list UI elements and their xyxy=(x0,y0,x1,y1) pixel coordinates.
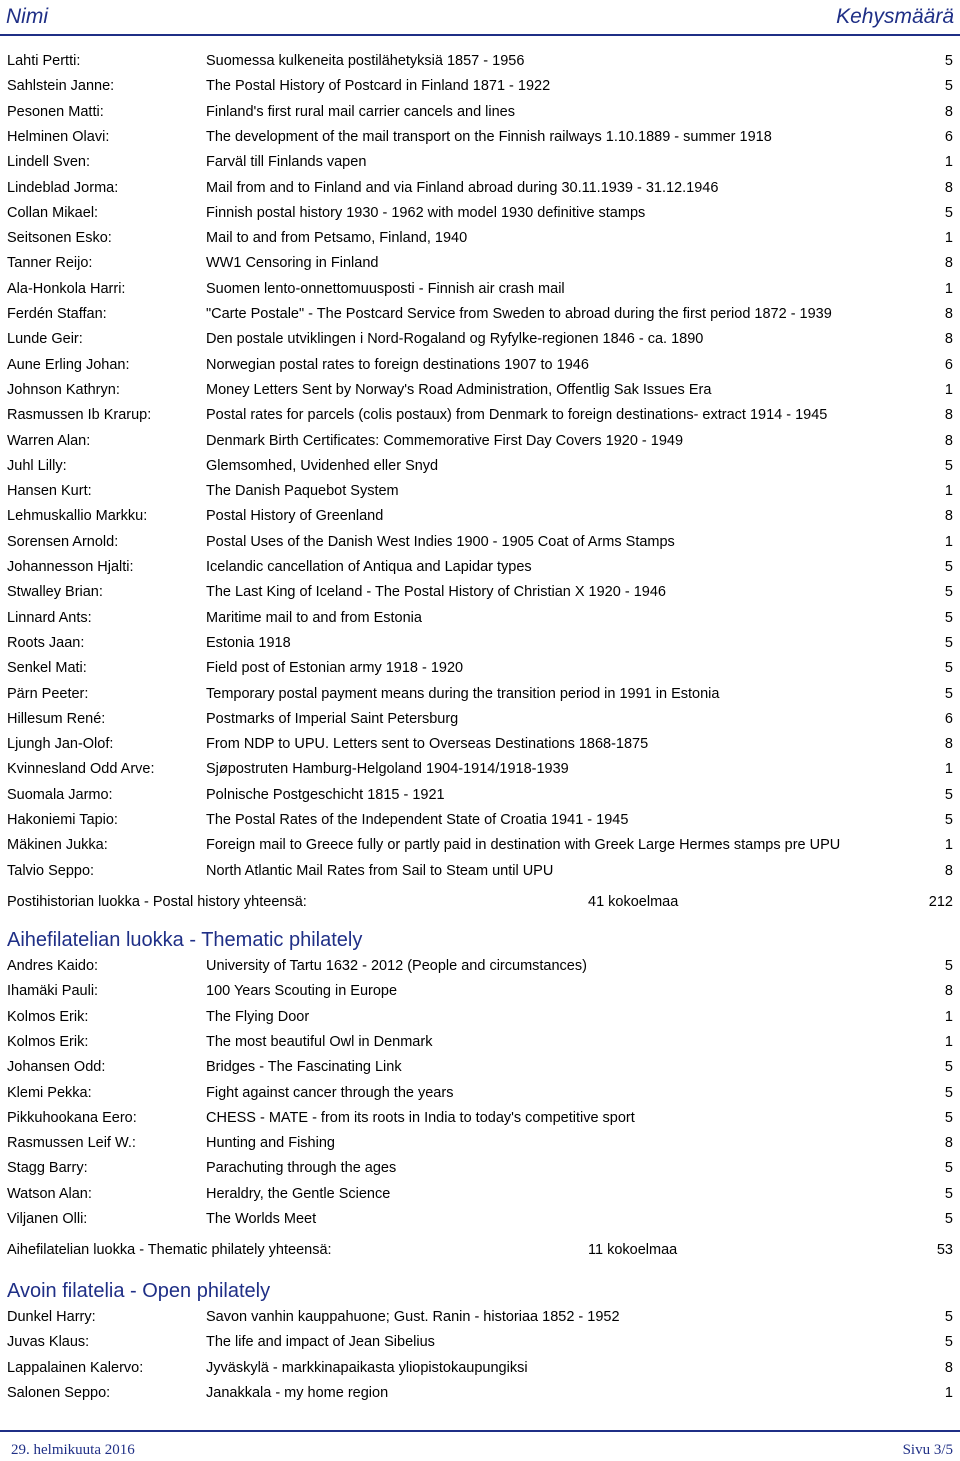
exhibit-row xyxy=(0,104,960,129)
footer-divider xyxy=(0,1430,960,1432)
exhibitor-name: Juvas Klaus: xyxy=(7,1334,90,1351)
exhibit-title: CHESS - MATE - from its roots in India to today's competitive sport xyxy=(206,1109,635,1126)
exhibit-row xyxy=(0,1135,960,1160)
frame-count: 8 xyxy=(944,103,953,120)
frame-count: 5 xyxy=(944,812,953,828)
exhibitor-name: Lehmuskallio Markku: xyxy=(7,508,148,525)
exhibit-row xyxy=(0,812,960,837)
exhibit-title: Hunting and Fishing xyxy=(206,1135,335,1152)
exhibit-row xyxy=(0,787,960,812)
exhibit-title: Savon vanhin kauppahuone; Gust. Ranin - historiaa 1852 - 1952 xyxy=(206,1309,620,1325)
frame-count: 5 xyxy=(944,53,953,69)
frame-count: 1 xyxy=(944,1008,953,1025)
exhibit-row xyxy=(0,1360,960,1385)
exhibit-row xyxy=(0,635,960,660)
exhibitor-name: Lunde Geir: xyxy=(7,331,83,348)
frame-count: 1 xyxy=(944,381,953,398)
exhibit-row xyxy=(0,306,960,331)
name-column-header: Nimi xyxy=(6,5,48,28)
section-total-row xyxy=(0,894,960,919)
frame-count: 1 xyxy=(944,1033,953,1050)
exhibit-title: Postal rates for parcels (colis postaux) from Denmark to foreign destinations- extract 1914 - 1945 xyxy=(206,407,828,424)
exhibit-title: Foreign mail to Greece fully or partly paid in destination with Greek Large Hermes stamps pre UPU xyxy=(206,837,841,854)
exhibit-row xyxy=(0,736,960,761)
section-total-row xyxy=(0,1242,960,1267)
frame-count: 5 xyxy=(944,1334,953,1351)
exhibit-title: Denmark Birth Certificates: Commemorative First Day Covers 1920 - 1949 xyxy=(206,432,684,449)
frame-count: 8 xyxy=(944,306,953,322)
frame-count: 6 xyxy=(944,356,953,373)
exhibitor-name: Hakoniemi Tapio: xyxy=(7,812,118,828)
exhibitor-name: Dunkel Harry: xyxy=(7,1309,96,1325)
exhibitor-name: Johnson Kathryn: xyxy=(7,381,120,398)
page-header xyxy=(0,0,960,36)
exhibit-row xyxy=(0,958,960,983)
section-total-label: Aihefilatelian luokka - Thematic philately yhteensä: xyxy=(7,1242,332,1259)
frame-count: 5 xyxy=(944,1160,953,1177)
frame-count: 5 xyxy=(944,786,953,803)
exhibit-title: The Flying Door xyxy=(206,1008,310,1025)
exhibit-row xyxy=(0,154,960,179)
exhibit-row xyxy=(0,1110,960,1135)
exhibit-title: The most beautiful Owl in Denmark xyxy=(206,1033,433,1050)
exhibit-row xyxy=(0,837,960,862)
exhibit-row xyxy=(0,863,960,888)
exhibit-title: Postmarks of Imperial Saint Petersburg xyxy=(206,710,459,727)
exhibit-row xyxy=(0,230,960,255)
exhibit-title: Suomen lento-onnettomuusposti - Finnish air crash mail xyxy=(206,280,565,297)
frame-count: 5 xyxy=(944,1185,953,1202)
frame-count: 8 xyxy=(944,407,953,424)
exhibit-row xyxy=(0,1085,960,1110)
frame-count: 8 xyxy=(944,508,953,525)
exhibit-row xyxy=(0,711,960,736)
exhibit-row xyxy=(0,534,960,559)
exhibit-title: From NDP to UPU. Letters sent to Overseas Destinations 1868-1875 xyxy=(206,736,649,753)
exhibit-row xyxy=(0,255,960,280)
section-heading: Avoin filatelia - Open philately xyxy=(7,1280,271,1302)
exhibitor-name: Juhl Lilly: xyxy=(7,457,67,474)
exhibitor-name: Helminen Olavi: xyxy=(7,128,110,145)
frame-count: 5 xyxy=(944,78,953,95)
frame-count: 5 xyxy=(944,660,953,677)
exhibit-title: The Danish Paquebot System xyxy=(206,483,399,500)
exhibitor-name: Sorensen Arnold: xyxy=(7,533,119,550)
exhibit-row xyxy=(0,1034,960,1059)
frame-count: 5 xyxy=(944,609,953,626)
frame-count: 5 xyxy=(944,685,953,702)
exhibitor-name: Lappalainen Kalervo: xyxy=(7,1359,144,1376)
exhibit-title: Mail from and to Finland and via Finland abroad during 30.11.1939 - 31.12.1946 xyxy=(206,179,719,196)
frame-count: 1 xyxy=(944,837,953,854)
exhibitor-name: Aune Erling Johan: xyxy=(7,356,130,373)
exhibit-title: Fight against cancer through the years xyxy=(206,1084,454,1101)
exhibit-row xyxy=(0,1059,960,1084)
exhibit-row xyxy=(0,1309,960,1334)
exhibit-title: Finland's first rural mail carrier cancels and lines xyxy=(206,103,515,120)
exhibit-row xyxy=(0,1211,960,1236)
frame-count: 6 xyxy=(944,710,953,727)
exhibitor-name: Andres Kaido: xyxy=(7,958,99,974)
frame-count: 5 xyxy=(944,559,953,575)
exhibitor-name: Roots Jaan: xyxy=(7,634,85,651)
exhibitor-name: Lindell Sven: xyxy=(7,154,91,171)
exhibit-row xyxy=(0,129,960,154)
exhibit-row xyxy=(0,357,960,382)
exhibitor-name: Salonen Seppo: xyxy=(7,1384,111,1401)
frame-count: 5 xyxy=(944,1309,953,1325)
exhibitor-name: Ferdén Staffan: xyxy=(7,306,107,322)
exhibit-title: The Postal Rates of the Independent State of Croatia 1941 - 1945 xyxy=(206,812,629,828)
exhibit-row xyxy=(0,331,960,356)
section-heading: Aihefilatelian luokka - Thematic philately xyxy=(7,929,363,951)
exhibit-title: Heraldry, the Gentle Science xyxy=(206,1185,391,1202)
exhibit-title: WW1 Censoring in Finland xyxy=(206,255,379,272)
exhibit-title: 100 Years Scouting in Europe xyxy=(206,983,398,1000)
exhibitor-name: Stagg Barry: xyxy=(7,1160,88,1177)
section-total-collections: 11 kokoelmaa xyxy=(588,1242,678,1259)
frame-count: 1 xyxy=(944,230,953,247)
exhibitor-name: Kvinnesland Odd Arve: xyxy=(7,761,155,778)
exhibit-row xyxy=(0,407,960,432)
exhibit-title: Maritime mail to and from Estonia xyxy=(206,609,422,626)
exhibit-title: Den postale utviklingen i Nord-Rogaland og Ryfylke-regionen 1846 - ca. 1890 xyxy=(206,331,704,348)
frame-count: 1 xyxy=(944,1384,953,1401)
frame-count: 8 xyxy=(944,1359,953,1376)
exhibit-title: Bridges - The Fascinating Link xyxy=(206,1059,402,1076)
frame-count: 1 xyxy=(944,483,953,500)
exhibit-title: Parachuting through the ages xyxy=(206,1160,397,1177)
exhibit-title: Suomessa kulkeneita postilähetyksiä 1857 - 1956 xyxy=(206,53,525,69)
frame-count: 8 xyxy=(944,983,953,1000)
exhibit-title: Money Letters Sent by Norway's Road Administration, Offentlig Sak Issues Era xyxy=(206,381,712,398)
exhibitor-name: Pesonen Matti: xyxy=(7,103,104,120)
frame-count: 5 xyxy=(944,457,953,474)
frame-count: 8 xyxy=(944,331,953,348)
exhibitor-name: Linnard Ants: xyxy=(7,609,92,626)
section-total-frames: 212 xyxy=(928,893,953,910)
exhibit-row xyxy=(0,559,960,584)
frame-count: 8 xyxy=(944,1135,953,1152)
exhibitor-name: Kolmos Erik: xyxy=(7,1033,89,1050)
exhibitor-name: Johannesson Hjalti: xyxy=(7,559,134,575)
exhibitor-name: Kolmos Erik: xyxy=(7,1008,89,1025)
exhibit-title: Jyväskylä - markkinapaikasta yliopistokaupungiksi xyxy=(206,1359,528,1376)
frame-count: 5 xyxy=(944,634,953,651)
exhibit-row xyxy=(0,180,960,205)
exhibit-title: The life and impact of Jean Sibelius xyxy=(206,1334,435,1351)
frame-count: 8 xyxy=(944,179,953,196)
exhibitor-name: Tanner Reijo: xyxy=(7,255,93,272)
frame-count: 5 xyxy=(944,1059,953,1076)
exhibit-title: The Worlds Meet xyxy=(206,1211,317,1227)
exhibit-title: Farväl till Finlands vapen xyxy=(206,154,367,171)
exhibit-title: The Last King of Iceland - The Postal History of Christian X 1920 - 1946 xyxy=(206,584,666,601)
exhibitor-name: Hansen Kurt: xyxy=(7,483,92,500)
frame-count: 1 xyxy=(944,533,953,550)
exhibitor-name: Pärn Peeter: xyxy=(7,685,89,702)
exhibitor-name: Seitsonen Esko: xyxy=(7,230,112,247)
exhibit-title: Norwegian postal rates to foreign destinations 1907 to 1946 xyxy=(206,356,589,373)
exhibit-row xyxy=(0,53,960,78)
frame-count: 5 xyxy=(944,1109,953,1126)
exhibitor-name: Sahlstein Janne: xyxy=(7,78,115,95)
exhibitor-name: Stwalley Brian: xyxy=(7,584,103,601)
exhibit-row xyxy=(0,584,960,609)
exhibitor-name: Ljungh Jan-Olof: xyxy=(7,736,114,753)
exhibitor-name: Senkel Mati: xyxy=(7,660,87,677)
exhibit-row xyxy=(0,205,960,230)
exhibit-title: Temporary postal payment means during the transition period in 1991 in Estonia xyxy=(206,685,720,702)
exhibitor-name: Ihamäki Pauli: xyxy=(7,983,99,1000)
exhibitor-name: Johansen Odd: xyxy=(7,1059,106,1076)
section-total-collections: 41 kokoelmaa xyxy=(588,893,679,910)
frame-count: 5 xyxy=(944,958,953,974)
exhibitor-name: Lindeblad Jorma: xyxy=(7,179,119,196)
exhibit-title: University of Tartu 1632 - 2012 (People and circumstances) xyxy=(206,958,587,974)
exhibit-title: Finnish postal history 1930 - 1962 with model 1930 definitive stamps xyxy=(206,204,646,221)
frame-count: 5 xyxy=(944,204,953,221)
exhibit-row xyxy=(0,660,960,685)
exhibit-row xyxy=(0,1186,960,1211)
exhibit-title: North Atlantic Mail Rates from Sail to Steam until UPU xyxy=(206,862,554,879)
exhibitor-name: Suomala Jarmo: xyxy=(7,786,113,803)
exhibit-row xyxy=(0,686,960,711)
exhibitor-name: Ala-Honkola Harri: xyxy=(7,280,126,297)
exhibit-row xyxy=(0,1160,960,1185)
exhibit-title: Sjøpostruten Hamburg-Helgoland 1904-1914/1918-1939 xyxy=(206,761,569,778)
frame-count: 8 xyxy=(944,736,953,753)
frame-count: 8 xyxy=(944,862,953,879)
exhibitor-name: Lahti Pertti: xyxy=(7,53,81,69)
exhibit-title: "Carte Postale" - The Postcard Service from Sweden to abroad during the first period 1872 - 1939 xyxy=(206,306,832,322)
exhibit-row xyxy=(0,983,960,1008)
exhibit-title: Postal Uses of the Danish West Indies 1900 - 1905 Coat of Arms Stamps xyxy=(206,533,675,550)
exhibitor-name: Mäkinen Jukka: xyxy=(7,837,108,854)
exhibit-row xyxy=(0,610,960,635)
section-total-label: Postihistorian luokka - Postal history yhteensä: xyxy=(7,893,307,910)
exhibit-title: Mail to and from Petsamo, Finland, 1940 xyxy=(206,230,468,247)
exhibit-row xyxy=(0,281,960,306)
exhibit-row xyxy=(0,78,960,103)
footer-page-number: Sivu 3/5 xyxy=(902,1442,953,1458)
frame-count: 5 xyxy=(944,584,953,601)
exhibitor-name: Rasmussen Ib Krarup: xyxy=(7,407,152,424)
exhibit-title: Postal History of Greenland xyxy=(206,508,384,525)
exhibit-row xyxy=(0,1009,960,1034)
exhibitor-name: Pikkuhookana Eero: xyxy=(7,1109,137,1126)
exhibit-title: The development of the mail transport on the Finnish railways 1.10.1889 - summer 1918 xyxy=(206,128,772,145)
frame-count: 1 xyxy=(944,280,953,297)
frame-count: 5 xyxy=(944,1084,953,1101)
exhibit-title: Glemsomhed, Uvidenhed eller Snyd xyxy=(206,457,439,474)
frames-column-header: Kehysmäärä xyxy=(836,5,954,28)
exhibit-title: Polnische Postgeschicht 1815 - 1921 xyxy=(206,786,445,803)
exhibit-title: The Postal History of Postcard in Finland 1871 - 1922 xyxy=(206,78,551,95)
frame-count: 8 xyxy=(944,255,953,272)
exhibit-title: Icelandic cancellation of Antiqua and Lapidar types xyxy=(206,559,532,575)
frame-count: 8 xyxy=(944,432,953,449)
frame-count: 5 xyxy=(944,1211,953,1227)
exhibitor-name: Rasmussen Leif W.: xyxy=(7,1135,136,1152)
exhibit-row xyxy=(0,382,960,407)
exhibit-row xyxy=(0,483,960,508)
exhibitor-name: Klemi Pekka: xyxy=(7,1084,92,1101)
frame-count: 1 xyxy=(944,154,953,171)
exhibit-row xyxy=(0,1385,960,1410)
footer-date: 29. helmikuuta 2016 xyxy=(11,1442,135,1458)
exhibitor-name: Viljanen Olli: xyxy=(7,1211,88,1227)
exhibit-title: Field post of Estonian army 1918 - 1920 xyxy=(206,660,464,677)
frame-count: 6 xyxy=(944,128,953,145)
exhibit-row xyxy=(0,508,960,533)
exhibitor-name: Collan Mikael: xyxy=(7,204,99,221)
frame-count: 1 xyxy=(944,761,953,778)
exhibitor-name: Watson Alan: xyxy=(7,1185,92,1202)
exhibit-title: Estonia 1918 xyxy=(206,634,291,651)
exhibit-title: Janakkala - my home region xyxy=(206,1384,389,1401)
exhibit-row xyxy=(0,458,960,483)
exhibit-row xyxy=(0,761,960,786)
exhibit-row xyxy=(0,433,960,458)
section-total-frames: 53 xyxy=(936,1242,953,1259)
exhibitor-name: Talvio Seppo: xyxy=(7,862,95,879)
exhibitor-name: Hillesum René: xyxy=(7,710,106,727)
exhibit-row xyxy=(0,1334,960,1359)
exhibitor-name: Warren Alan: xyxy=(7,432,91,449)
